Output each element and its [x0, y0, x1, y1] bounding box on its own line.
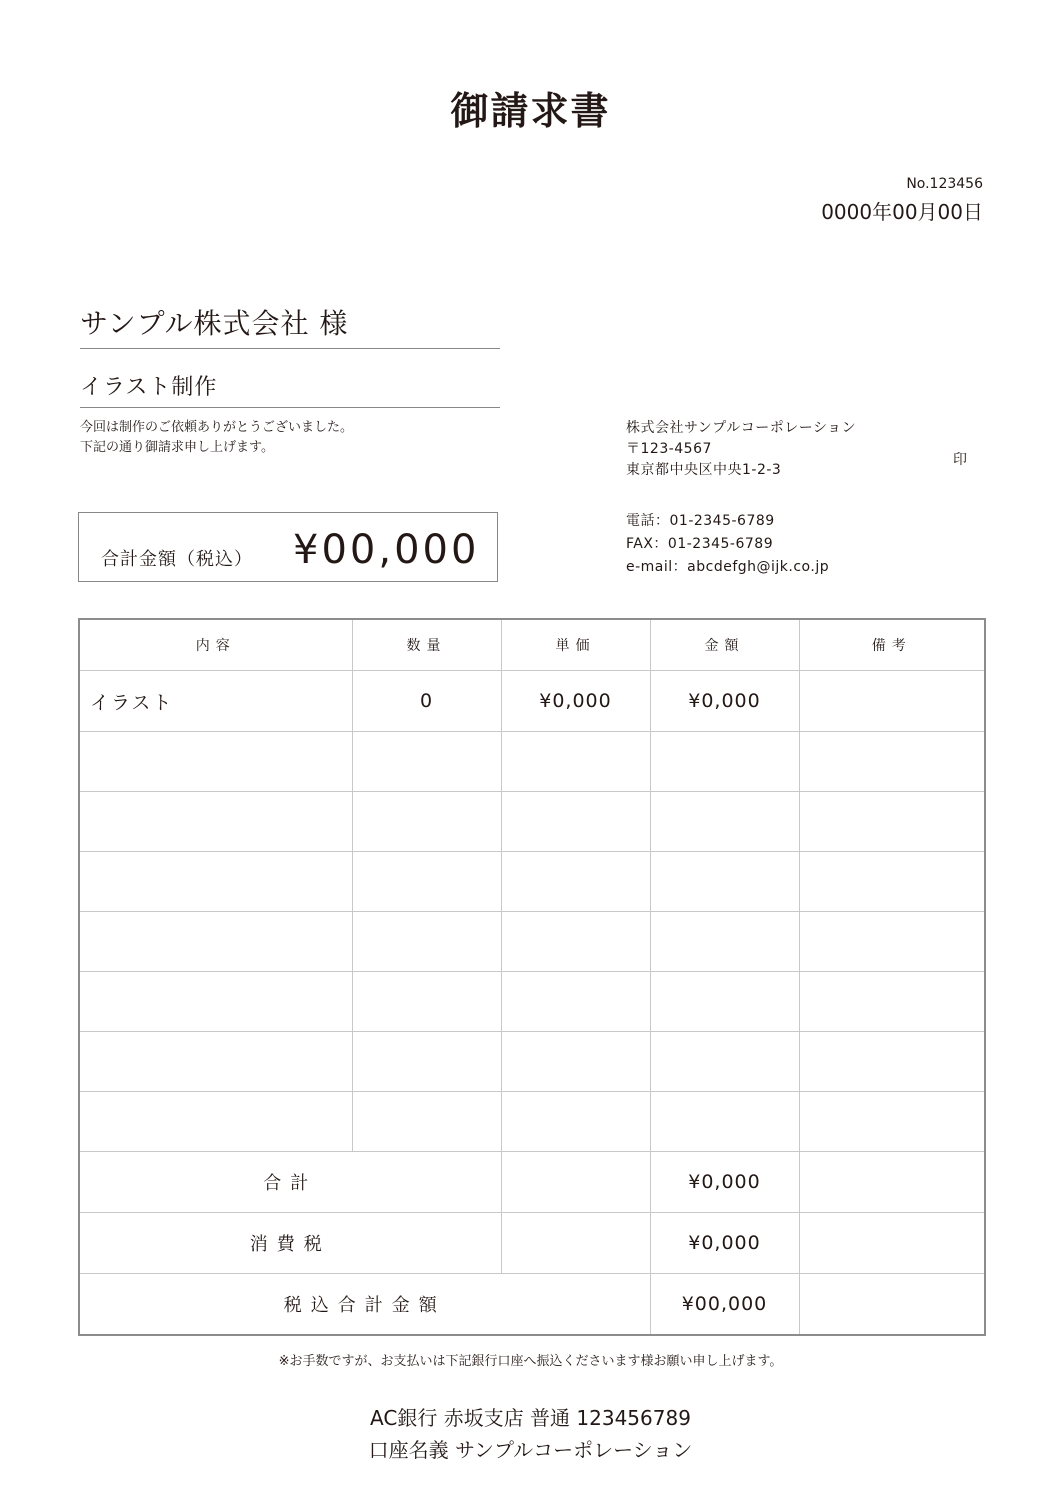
empty-cell: [501, 972, 650, 1032]
empty-cell: [501, 852, 650, 912]
empty-cell: [799, 852, 985, 912]
empty-cell: [650, 1032, 799, 1092]
empty-cell: [501, 1213, 650, 1274]
table-row-empty: [79, 1092, 985, 1152]
client-name: サンプル株式会社 様: [80, 302, 500, 349]
header-description: 内容: [79, 619, 352, 671]
account-holder: 口座名義 サンプルコーポレーション: [368, 1438, 693, 1462]
empty-cell: [650, 972, 799, 1032]
document-title: 御請求書: [450, 89, 611, 133]
issuer-address: 東京都中央区中央1-2-3: [626, 462, 782, 478]
header-remarks: 備考: [799, 619, 985, 671]
empty-cell: [79, 912, 352, 972]
empty-cell: [501, 1152, 650, 1213]
row-unit-price: ¥0,000: [501, 671, 650, 732]
header-amount: 金額: [650, 619, 799, 671]
subtotal-row: [79, 1152, 985, 1213]
header-quantity: 数量: [352, 619, 501, 671]
empty-cell: [79, 972, 352, 1032]
total-amount-label: 合計金額（税込）: [101, 549, 253, 570]
issue-date: 0000年00月00日: [821, 200, 983, 224]
bank-account: AC銀行 赤坂支店 普通 123456789: [370, 1406, 691, 1430]
empty-cell: [352, 732, 501, 792]
table-header-row: [79, 619, 985, 671]
empty-cell: [799, 912, 985, 972]
empty-cell: [501, 1092, 650, 1152]
seal-mark: 印: [953, 452, 967, 468]
document-number: No.123456: [906, 176, 983, 192]
greeting-message: [80, 418, 353, 458]
row-remarks: [799, 671, 985, 732]
empty-cell: [79, 1092, 352, 1152]
table-row: [79, 671, 985, 732]
empty-cell: [501, 1032, 650, 1092]
empty-cell: [79, 732, 352, 792]
subtotal-value: ¥0,000: [650, 1152, 799, 1213]
tax-label: 消費税: [79, 1213, 501, 1274]
issuer-email: e-mail：abcdefgh@ijk.co.jp: [626, 559, 830, 575]
greeting-line-1: 今回は制作のご依頼ありがとうございました。: [80, 420, 354, 435]
empty-cell: [352, 972, 501, 1032]
table-row-empty: [79, 732, 985, 792]
empty-cell: [352, 912, 501, 972]
issuer-phone: 電話：01-2345-6789: [626, 513, 775, 529]
empty-cell: [352, 792, 501, 852]
empty-cell: [799, 732, 985, 792]
empty-cell: [501, 792, 650, 852]
subtotal-label: 合計: [79, 1152, 501, 1213]
empty-cell: [799, 1092, 985, 1152]
empty-cell: [352, 852, 501, 912]
tax-value: ¥0,000: [650, 1213, 799, 1274]
empty-cell: [79, 852, 352, 912]
empty-cell: [799, 972, 985, 1032]
row-amount: ¥0,000: [650, 671, 799, 732]
table-row-empty: [79, 912, 985, 972]
empty-cell: [501, 912, 650, 972]
table-row-empty: [79, 852, 985, 912]
table-row-empty: [79, 972, 985, 1032]
empty-cell: [650, 792, 799, 852]
empty-cell: [501, 732, 650, 792]
grand-total-label: 税込合計金額: [79, 1274, 650, 1336]
empty-cell: [799, 1152, 985, 1213]
issuer-company: 株式会社サンプルコーポレーション: [626, 420, 857, 436]
empty-cell: [799, 1213, 985, 1274]
empty-cell: [79, 792, 352, 852]
issuer-info: [626, 418, 856, 481]
issuer-contact: [626, 510, 829, 579]
grand-total-value: ¥00,000: [650, 1274, 799, 1336]
greeting-line-2: 下記の通り御請求申し上げます。: [80, 440, 274, 455]
invoice-subject: イラスト制作: [80, 370, 500, 408]
issuer-postal: 〒123-4567: [626, 441, 712, 457]
empty-cell: [799, 792, 985, 852]
grand-total-row: [79, 1274, 985, 1336]
header-unit-price: 単価: [501, 619, 650, 671]
table-row-empty: [79, 1032, 985, 1092]
items-table: [78, 618, 986, 1336]
issuer-fax: FAX：01-2345-6789: [626, 536, 774, 552]
empty-cell: [650, 732, 799, 792]
empty-cell: [650, 912, 799, 972]
row-quantity: 0: [352, 671, 501, 732]
empty-cell: [799, 1032, 985, 1092]
empty-cell: [352, 1092, 501, 1152]
empty-cell: [79, 1032, 352, 1092]
table-row-empty: [79, 792, 985, 852]
empty-cell: [799, 1274, 985, 1336]
total-amount-value: ¥00,000: [293, 527, 480, 573]
empty-cell: [352, 1032, 501, 1092]
empty-cell: [650, 1092, 799, 1152]
total-amount-box: [78, 512, 498, 582]
tax-row: [79, 1213, 985, 1274]
empty-cell: [650, 852, 799, 912]
row-description: イラスト: [79, 671, 352, 732]
payment-note: ※お手数ですが、お支払いは下記銀行口座へ振込くださいます様お願い申し上げます。: [278, 1354, 783, 1369]
